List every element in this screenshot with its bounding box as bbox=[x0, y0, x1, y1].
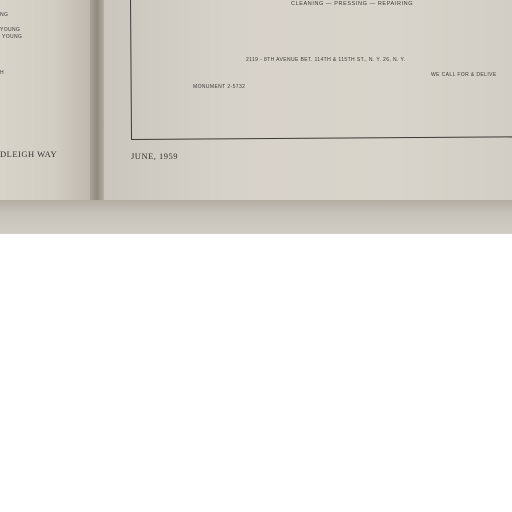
advertisement-border bbox=[130, 0, 512, 140]
left-fragment-2: YOUNG bbox=[0, 27, 21, 33]
left-page-footer: DLEIGH WAY bbox=[0, 149, 58, 159]
issue-date: JUNE, 1959 bbox=[131, 151, 179, 161]
left-fragment-3: YOUNG bbox=[2, 34, 23, 40]
table-surface bbox=[0, 200, 512, 234]
left-fragment-1: NG bbox=[0, 12, 9, 18]
services-line: CLEANING — PRESSING — REPAIRING bbox=[291, 1, 414, 7]
booklet-photo bbox=[0, 0, 512, 234]
delivery-note: WE CALL FOR & DELIVE bbox=[431, 72, 497, 78]
left-fragment-4: H bbox=[0, 70, 5, 76]
left-page bbox=[0, 0, 92, 204]
phone-number: MONUMENT 2-5732 bbox=[193, 84, 246, 90]
address-line: 2119 - 8TH AVENUE BET. 114TH & 115TH ST., N. Y. 26, N. Y. bbox=[246, 57, 406, 63]
